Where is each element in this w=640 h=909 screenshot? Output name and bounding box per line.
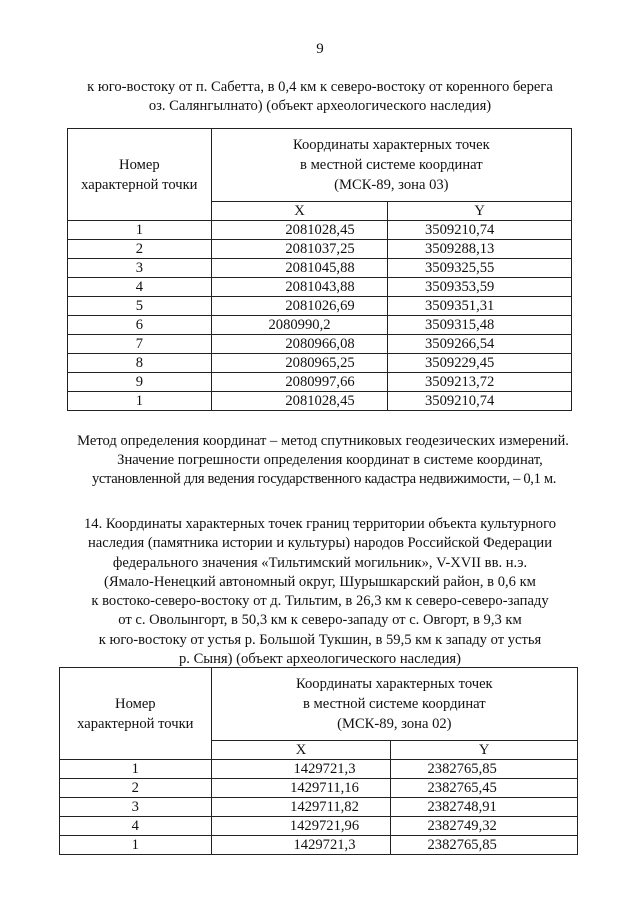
table-row	[60, 779, 578, 798]
point-number: 5	[68, 297, 212, 316]
coord-y: 2382765,85	[391, 760, 578, 779]
intro-paragraph	[40, 78, 600, 116]
header-coords-line: Координаты характерных точек	[293, 137, 490, 153]
header-coords-line: (МСК-89, зона 03)	[334, 177, 449, 193]
coord-y: 3509351,31	[388, 297, 572, 316]
table-row	[60, 760, 578, 779]
coord-x: 2081028,45	[211, 221, 388, 240]
point-number: 7	[68, 335, 212, 354]
header-number-line: характерной точки	[81, 176, 198, 193]
section-line: к востоко-северо-востоку от д. Тильтим, в 26,3 км к северо-северо-западу	[91, 593, 549, 610]
table-row	[68, 221, 572, 240]
coord-x: 1429711,82	[211, 798, 391, 817]
header-y: Y	[388, 202, 572, 221]
coordinates-table-zone-03	[67, 128, 572, 411]
coord-x: 2080966,08	[211, 335, 388, 354]
coord-x: 1429721,96	[211, 817, 391, 836]
point-number: 1	[60, 836, 212, 855]
coord-x: 2081043,88	[211, 278, 388, 297]
point-number: 4	[68, 278, 212, 297]
point-number: 2	[68, 240, 212, 259]
section-line: 14. Координаты характерных точек границ территории объекта культурного	[83, 516, 557, 532]
section-line: (Ямало-Ненецкий автономный округ, Шурышкарский район, в 0,6 км	[104, 573, 536, 590]
header-number-line: Номер	[119, 156, 160, 173]
point-number: 1	[68, 221, 212, 240]
coord-y: 2382748,91	[391, 798, 578, 817]
table-row	[68, 240, 572, 259]
table-row	[68, 354, 572, 373]
table-row	[68, 316, 572, 335]
header-y: Y	[391, 741, 578, 760]
point-number: 3	[68, 259, 212, 278]
coord-x: 1429721,3	[211, 760, 391, 779]
header-coords-line: в местной системе координат	[303, 696, 486, 712]
section-line: р. Сыня) (объект археологического наследия)	[178, 651, 461, 668]
coord-x: 2081037,25	[211, 240, 388, 259]
coordinates-table-zone-02	[59, 667, 578, 855]
point-number: 8	[68, 354, 212, 373]
coord-y: 2382765,85	[391, 836, 578, 855]
coord-y: 3509229,45	[388, 354, 572, 373]
coord-y: 3509210,74	[388, 392, 572, 411]
coord-x: 2081026,69	[211, 297, 388, 316]
table-row	[68, 297, 572, 316]
point-number: 6	[68, 316, 212, 335]
header-point-number	[60, 668, 212, 760]
table1-body	[68, 221, 572, 411]
coord-y: 3509210,74	[388, 221, 572, 240]
coord-y: 2382765,45	[391, 779, 578, 798]
page-number: 9	[316, 41, 324, 57]
point-number: 1	[60, 760, 212, 779]
method-line: Значение погрешности определения координат в системе координат,	[117, 452, 543, 469]
coord-x: 2080990,2	[211, 316, 388, 335]
header-x: X	[211, 202, 388, 221]
table-row	[60, 836, 578, 855]
table-row	[60, 817, 578, 836]
coord-y: 2382749,32	[391, 817, 578, 836]
section-line: федерального значения «Тильтимский могильник», V-XVII вв. н.э.	[112, 554, 528, 571]
section-line: к юго-востоку от устья р. Большой Тукшин, в 59,5 км к западу от устья	[98, 631, 542, 648]
section-line: от с. Оволынгорт, в 50,3 км к северо-западу от с. Овгорт, в 9,3 км	[118, 612, 522, 629]
point-number: 1	[68, 392, 212, 411]
table-row	[60, 798, 578, 817]
header-coordinates	[211, 668, 577, 741]
method-line: Метод определения координат – метод спутниковых геодезических измерений.	[77, 433, 569, 449]
coord-y: 3509325,55	[388, 259, 572, 278]
coord-y: 3509213,72	[388, 373, 572, 392]
section-14-heading	[40, 515, 600, 669]
method-paragraph	[40, 432, 600, 490]
intro-line: к юго-востоку от п. Сабетта, в 0,4 км к северо-востоку от коренного берега	[87, 79, 553, 95]
coord-x: 2081028,45	[211, 392, 388, 411]
section-line: наследия (памятника истории и культуры) народов Российской Федерации	[87, 535, 553, 552]
table-row	[68, 373, 572, 392]
point-number: 4	[60, 817, 212, 836]
header-coords-line: в местной системе координат	[300, 157, 483, 173]
coord-y: 3509353,59	[388, 278, 572, 297]
header-coordinates	[211, 129, 571, 202]
coord-x: 2080965,25	[211, 354, 388, 373]
coord-x: 2080997,66	[211, 373, 388, 392]
header-number-line: Номер	[115, 695, 156, 712]
coord-x: 1429711,16	[211, 779, 391, 798]
coord-y: 3509266,54	[388, 335, 572, 354]
table2-body	[60, 760, 578, 855]
point-number: 3	[60, 798, 212, 817]
intro-line: оз. Салянгылнато) (объект археологического наследия)	[148, 98, 492, 115]
table-row	[68, 259, 572, 278]
point-number: 2	[60, 779, 212, 798]
table-row	[68, 335, 572, 354]
point-number: 9	[68, 373, 212, 392]
coord-x: 2081045,88	[211, 259, 388, 278]
table-row	[68, 278, 572, 297]
header-coords-line: Координаты характерных точек	[295, 676, 493, 692]
header-point-number	[68, 129, 212, 221]
header-x: X	[211, 741, 391, 760]
coord-y: 3509288,13	[388, 240, 572, 259]
table-row	[68, 392, 572, 411]
header-coords-line: (МСК-89, зона 02)	[337, 716, 452, 732]
coord-x: 1429721,3	[211, 836, 391, 855]
method-line: установленной для ведения государственного кадастра недвижимости, – 0,1 м.	[91, 471, 557, 488]
header-number-line: характерной точки	[77, 715, 194, 732]
coord-y: 3509315,48	[388, 316, 572, 335]
